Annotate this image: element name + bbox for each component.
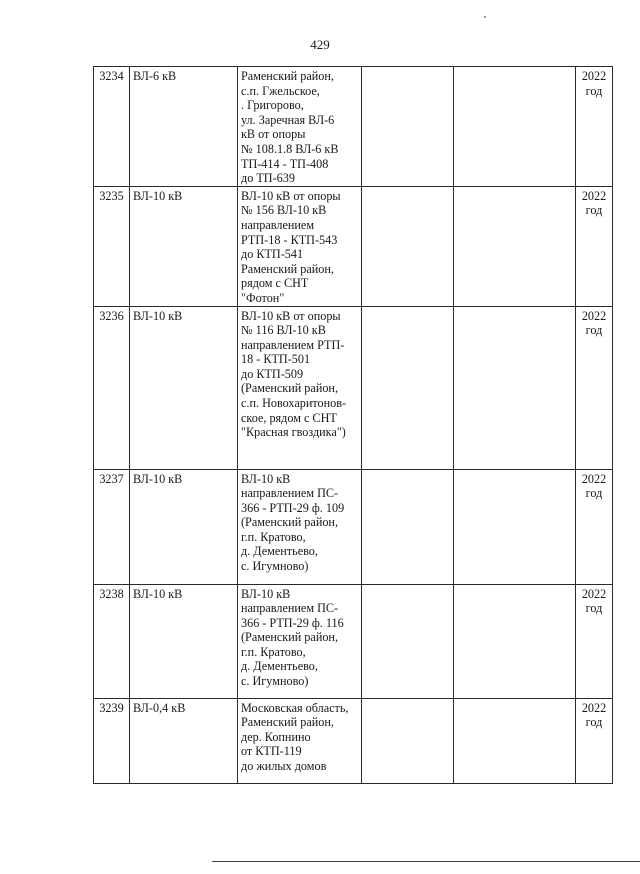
description-line: направлением <box>241 217 315 232</box>
description-line: до жилых домов <box>241 758 327 773</box>
cell-year <box>576 584 613 698</box>
cell-number: 3238 <box>94 584 130 698</box>
description-line: до КТП-509 <box>241 366 304 381</box>
table-row <box>94 469 613 584</box>
description-line: д. Дементьево, <box>241 544 318 559</box>
cell-line-type: ВЛ-10 кВ <box>130 186 238 306</box>
cell-empty <box>362 469 454 584</box>
description-line: 366 - РТП-29 ф. 109 <box>241 500 345 515</box>
cell-empty <box>454 67 576 187</box>
year-line: 2022 <box>581 188 607 203</box>
cell-description <box>238 698 362 783</box>
description-line: ское, рядом с СНТ <box>241 410 337 425</box>
description-line: № 116 ВЛ-10 кВ <box>241 323 326 338</box>
description-line: д. Дементьево, <box>241 659 318 674</box>
scan-speck <box>484 16 486 18</box>
cell-year <box>576 469 613 584</box>
year-line: 2022 <box>581 69 607 83</box>
cell-empty <box>362 186 454 306</box>
description-line: рядом с СНТ <box>241 276 309 291</box>
description-line: Раменский район, <box>241 715 334 730</box>
table-row <box>94 67 613 187</box>
description-line: № 156 ВЛ-10 кВ <box>241 203 327 218</box>
cell-empty <box>454 698 576 783</box>
cell-description <box>238 469 362 584</box>
cell-empty <box>362 698 454 783</box>
registry-table <box>93 66 613 784</box>
year-line: 2022 <box>581 308 607 323</box>
description-line: Раменский район, <box>241 261 334 276</box>
cell-number: 3239 <box>94 698 130 783</box>
cell-empty <box>454 469 576 584</box>
description-line: направлением РТП- <box>241 337 345 352</box>
description-line: до ТП-639 <box>241 171 295 186</box>
description-line: ВЛ-10 кВ <box>241 471 291 486</box>
cell-year <box>576 67 613 187</box>
description-line: ТП-414 - ТП-408 <box>241 156 329 171</box>
year-line: 2022 <box>581 700 607 715</box>
description-line: (Раменский район, <box>241 515 339 530</box>
cell-empty <box>454 186 576 306</box>
description-line: ул. Заречная ВЛ-6 <box>241 112 335 127</box>
table-row <box>94 186 613 306</box>
year-line: год <box>585 323 603 338</box>
description-line: с.п. Гжельское, <box>241 83 320 98</box>
cell-line-type: ВЛ-10 кВ <box>130 469 238 584</box>
bottom-rule <box>212 861 640 862</box>
description-line: с. Игумново) <box>241 559 309 574</box>
page-number: 429 <box>310 37 330 52</box>
cell-number: 3236 <box>94 306 130 469</box>
cell-year <box>576 306 613 469</box>
description-line: с. Игумново) <box>241 674 309 689</box>
cell-empty <box>362 67 454 187</box>
cell-year <box>576 698 613 783</box>
description-line: РТП-18 - КТП-543 <box>241 232 338 247</box>
table-body <box>94 67 613 784</box>
description-line: (Раменский район, <box>241 381 339 396</box>
description-line: кВ от опоры <box>241 127 306 142</box>
cell-empty <box>454 306 576 469</box>
table-row <box>94 584 613 698</box>
table-row <box>94 698 613 783</box>
year-line: 2022 <box>581 586 607 601</box>
cell-line-type: ВЛ-0,4 кВ <box>130 698 238 783</box>
cell-number: 3237 <box>94 469 130 584</box>
description-line: с.п. Новохаритонов- <box>241 396 347 411</box>
table-row <box>94 306 613 469</box>
description-line: ВЛ-10 кВ от опоры <box>241 188 341 203</box>
description-line: направлением ПС- <box>241 601 339 616</box>
year-line: год <box>585 83 603 98</box>
year-line: год <box>585 486 603 501</box>
year-line: год <box>585 601 603 616</box>
cell-number: 3234 <box>94 67 130 187</box>
cell-empty <box>362 306 454 469</box>
description-line: Московская область, <box>241 700 349 715</box>
cell-description <box>238 306 362 469</box>
cell-empty <box>362 584 454 698</box>
description-line: направлением ПС- <box>241 486 339 501</box>
cell-description <box>238 186 362 306</box>
description-line: Раменский район, <box>241 69 334 83</box>
cell-description <box>238 584 362 698</box>
description-line: ВЛ-10 кВ от опоры <box>241 308 341 323</box>
cell-line-type: ВЛ-6 кВ <box>130 67 238 187</box>
description-line: ВЛ-10 кВ <box>241 586 291 601</box>
description-line: дер. Копнино <box>241 729 311 744</box>
description-line: (Раменский район, <box>241 630 339 645</box>
cell-description <box>238 67 362 187</box>
description-line: "Фотон" <box>241 290 285 305</box>
description-line: . Григорово, <box>241 98 304 113</box>
year-line: год <box>585 715 603 730</box>
description-line: № 108.1.8 ВЛ-6 кВ <box>241 141 339 156</box>
cell-year <box>576 186 613 306</box>
cell-line-type: ВЛ-10 кВ <box>130 584 238 698</box>
description-line: "Красная гвоздика") <box>241 425 346 440</box>
description-line: г.п. Кратово, <box>241 644 306 659</box>
description-line: до КТП-541 <box>241 247 304 262</box>
cell-line-type: ВЛ-10 кВ <box>130 306 238 469</box>
description-line: г.п. Кратово, <box>241 529 306 544</box>
year-line: год <box>585 203 603 218</box>
description-line: 366 - РТП-29 ф. 116 <box>241 615 344 630</box>
cell-empty <box>454 584 576 698</box>
description-line: от КТП-119 <box>241 744 302 759</box>
year-line: 2022 <box>581 471 607 486</box>
cell-number: 3235 <box>94 186 130 306</box>
description-line: 18 - КТП-501 <box>241 352 311 367</box>
